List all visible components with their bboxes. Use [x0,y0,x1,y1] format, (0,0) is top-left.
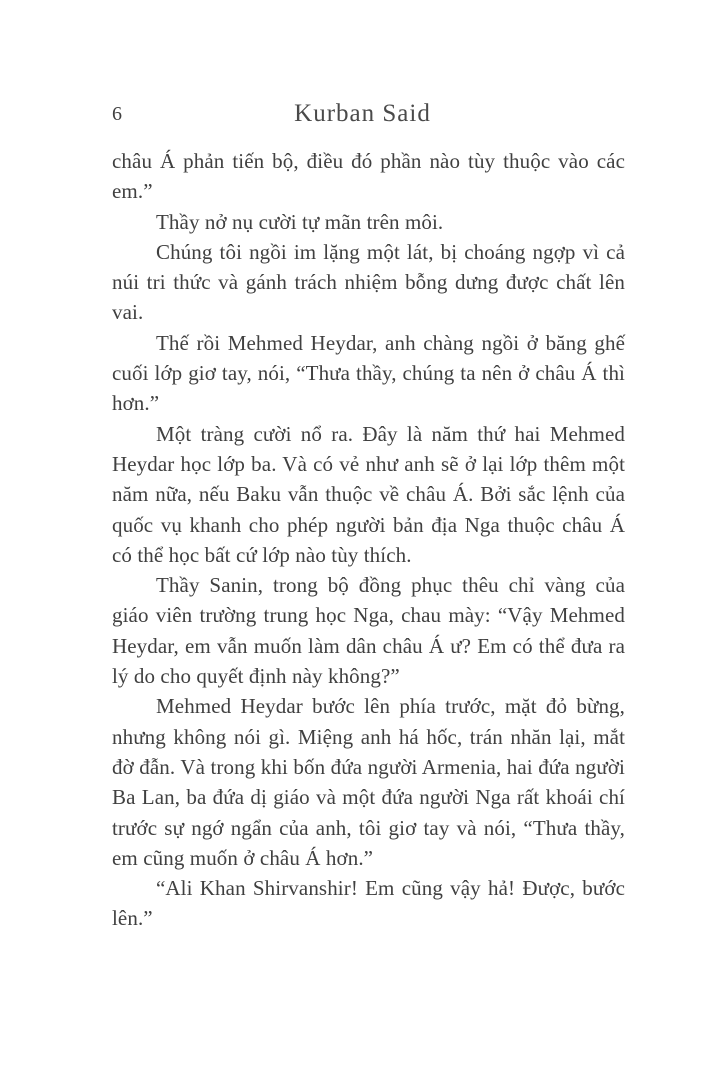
page-number: 6 [112,103,123,125]
running-header [0,100,725,134]
paragraph: Thế rồi Mehmed Heydar, anh chàng ngồi ở băng ghế cuối lớp giơ tay, nói, “Thưa thầy, chúng ta nên ở châu Á thì hơn.” [112,330,625,416]
page-text [112,146,625,934]
paragraph: châu Á phản tiến bộ, điều đó phần nào tùy thuộc vào các em.” [112,149,625,204]
paragraph: Thầy nở nụ cười tự mãn trên môi. [156,209,444,234]
paragraph: Chúng tôi ngồi im lặng một lát, bị choáng ngợp vì cả núi tri thức và gánh trách nhiệm bỗng dưng được chất lên vai. [112,239,625,325]
paragraph: Mehmed Heydar bước lên phía trước, mặt đỏ bừng, nhưng không nói gì. Miệng anh há hốc, trán nhăn lại, mắt đờ đẫn. Và trong khi bốn đứa người Armenia, hai đứa người Ba Lan, ba đứa dị giáo và một đứa người Nga rất khoái chí trước sự ngớ ngẩn của anh, tôi giơ tay và nói, “Thưa thầy, em cũng muốn ở châu Á hơn.” [112,694,625,870]
paragraph: Thầy Sanin, trong bộ đồng phục thêu chỉ vàng của giáo viên trường trung học Nga, chau mày: “Vậy Mehmed Heydar, em vẫn muốn làm dân châu Á ư? Em có thể đưa ra lý do cho quyết định này không?” [112,573,625,689]
paragraph: “Ali Khan Shirvanshir! Em cũng vậy hả! Được, bước lên.” [112,876,625,931]
paragraph: Một tràng cười nổ ra. Đây là năm thứ hai Mehmed Heydar học lớp ba. Và có vẻ như anh sẽ ở lại lớp thêm một năm nữa, nếu Baku vẫn thuộc về châu Á. Bởi sắc lệnh của quốc vụ khanh cho phép người bản địa Nga thuộc châu Á có thể học bất cứ lớp nào tùy thích. [112,421,625,567]
running-head: Kurban Said [294,100,431,127]
